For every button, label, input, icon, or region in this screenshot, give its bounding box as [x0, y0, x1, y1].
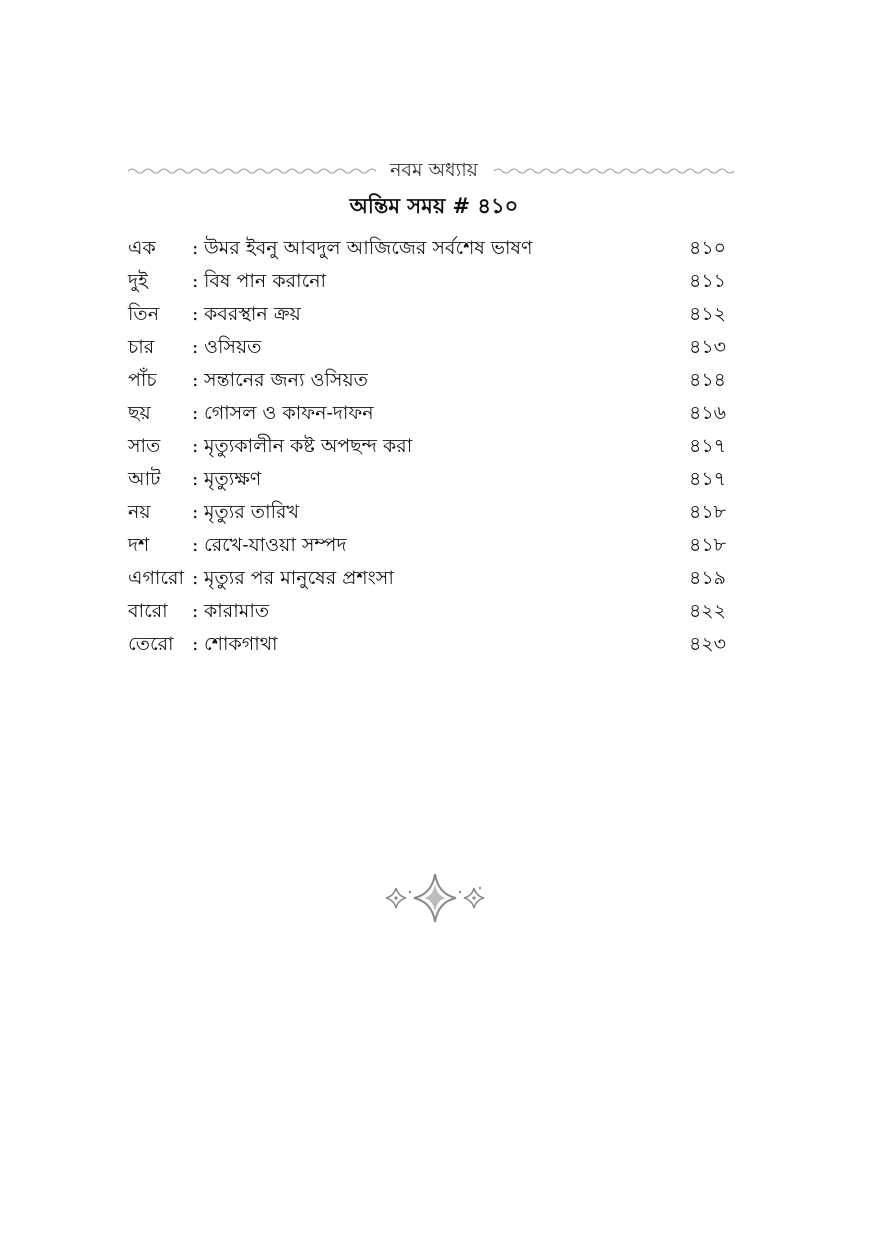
toc-row [128, 595, 726, 628]
toc-entry-number: নয় [128, 501, 151, 523]
toc-entry-title: শোকগাথা [204, 633, 278, 655]
toc-entry-title: রেখে-যাওয়া সম্পদ [204, 534, 347, 556]
toc-row [128, 496, 726, 529]
toc-row [128, 265, 726, 298]
chapter-label: নবম অধ্যায় [380, 159, 488, 181]
toc-row [128, 397, 726, 430]
toc-entry-title: মৃত্যুকালীন কষ্ট অপছন্দ করা [204, 435, 413, 457]
toc-entry-title: মৃত্যুর তারিখ [204, 501, 299, 523]
toc-row [128, 628, 726, 661]
toc-entry-title: মৃত্যুর পর মানুষের প্রশংসা [204, 567, 394, 589]
toc-entry-number: এক [128, 237, 156, 259]
toc-entry-number: ছয় [128, 402, 151, 424]
toc-row [128, 331, 726, 364]
toc-entry-title: কারামাত [204, 600, 270, 622]
toc-row [128, 529, 726, 562]
toc-entry-title: মৃত্যুক্ষণ [204, 468, 262, 490]
toc-page-number: ৪১১ [689, 270, 726, 292]
toc-entry-number: সাত [128, 435, 161, 457]
toc-separator: : [192, 270, 199, 292]
toc-page-number: ৪১৭ [688, 468, 726, 490]
toc-separator: : [192, 600, 199, 622]
toc-entry-title: উমর ইবনু আবদুল আজিজের সর্বশেষ ভাষণ [204, 237, 533, 259]
toc-entry-number: দশ [128, 534, 150, 556]
toc-separator: : [192, 633, 199, 655]
toc-row [128, 562, 726, 595]
toc-entry-number: তিন [128, 303, 160, 325]
toc-page-number: ৪১৯ [689, 567, 726, 589]
toc-entry-title: ওসিয়ত [204, 336, 262, 358]
chapter-label-wrap [128, 158, 740, 182]
chapter-header [128, 158, 740, 186]
toc-row [128, 463, 726, 496]
toc-entry-title: গোসল ও কাফন-দাফন [204, 402, 374, 424]
toc-separator: : [192, 567, 199, 589]
toc-separator: : [192, 336, 199, 358]
toc-separator: : [192, 435, 199, 457]
toc-page-number: ৪১৮ [689, 534, 726, 556]
toc-separator: : [192, 369, 199, 391]
toc-page-number: ৪২৩ [688, 633, 726, 655]
toc-page-number: ৪১৮ [689, 501, 726, 523]
toc-page-number: ৪২২ [688, 600, 726, 622]
table-of-contents [128, 232, 726, 661]
toc-entry-number: এগারো [128, 567, 185, 589]
toc-separator: : [192, 237, 199, 259]
toc-page-number: ৪১০ [688, 237, 726, 259]
toc-row [128, 232, 726, 265]
toc-separator: : [192, 501, 199, 523]
diamond-star-ornament-icon [380, 872, 490, 924]
toc-entry-title: সন্তানের জন্য ওসিয়ত [204, 369, 368, 391]
toc-entry-number: পাঁচ [128, 369, 157, 391]
toc-separator: : [192, 468, 199, 490]
toc-separator: : [192, 303, 199, 325]
chapter-title: অন্তিম সময় # ৪১০ [349, 193, 519, 218]
toc-row [128, 430, 726, 463]
toc-page-number: ৪১৪ [689, 369, 726, 391]
toc-entry-title: বিষ পান করানো [204, 270, 327, 292]
toc-entry-number: আট [128, 468, 161, 490]
toc-page-number: ৪১২ [688, 303, 726, 325]
toc-page-number: ৪১৩ [688, 336, 726, 358]
toc-page-number: ৪১৭ [688, 435, 726, 457]
toc-separator: : [192, 534, 199, 556]
toc-entry-number: চার [128, 336, 155, 358]
toc-page-number: ৪১৬ [688, 402, 726, 424]
toc-entry-number: দুই [128, 270, 148, 292]
toc-row [128, 364, 726, 397]
toc-separator: : [192, 402, 199, 424]
toc-entry-number: তেরো [128, 633, 174, 655]
toc-entry-number: বারো [128, 600, 168, 622]
toc-entry-title: কবরস্থান ক্রয় [204, 303, 301, 325]
toc-row [128, 298, 726, 331]
